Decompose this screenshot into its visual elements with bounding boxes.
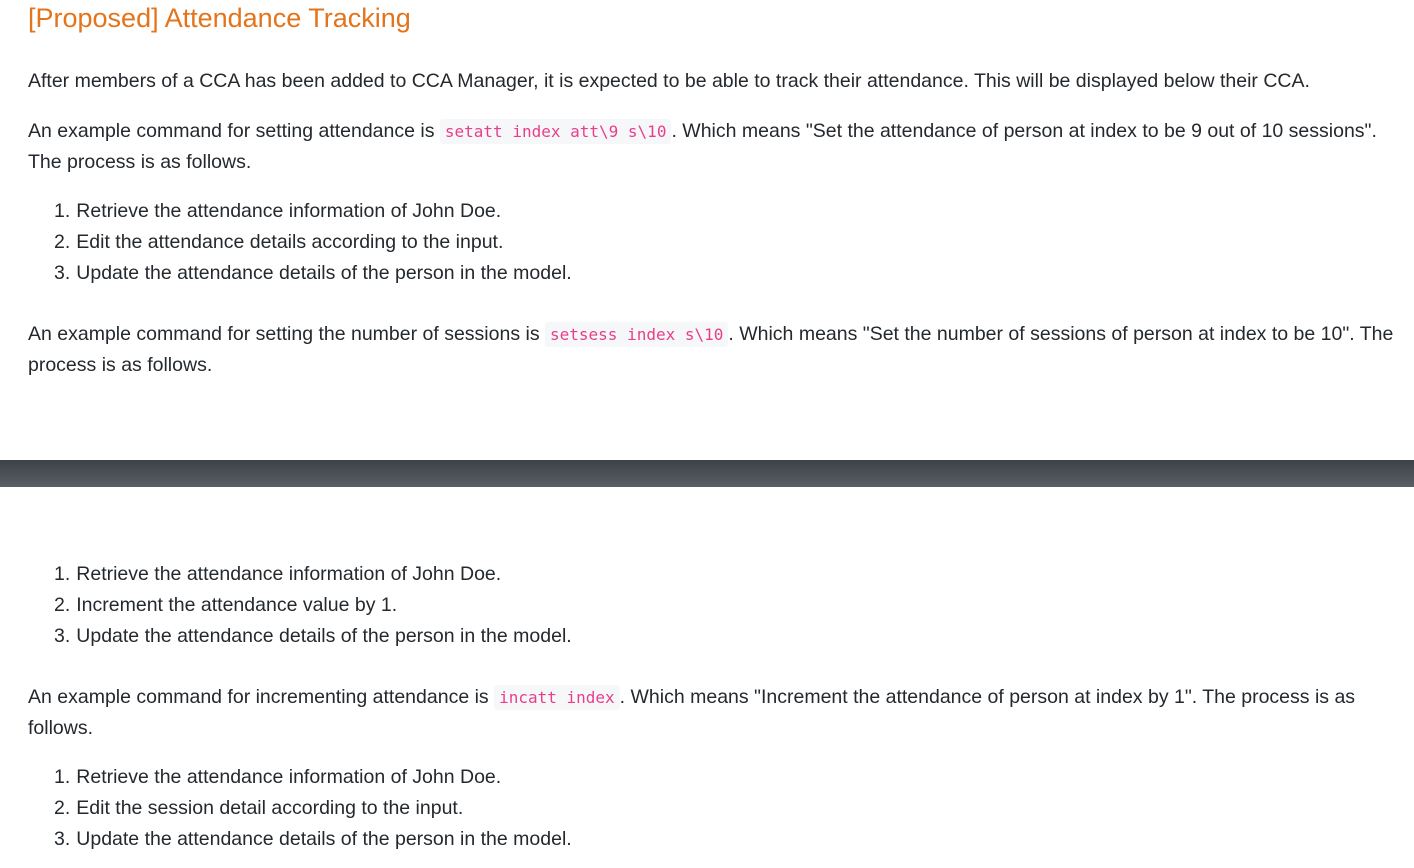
list-item [54, 196, 572, 227]
step-number: 2. [54, 594, 71, 616]
setatt-suffix: . Which means "Set the attendance of person at index to be 9 out of 10 sessions". The process is as follows. [28, 120, 1377, 173]
step-number: 3. [54, 828, 71, 850]
incatt-suffix: . Which means "Increment the attendance of person at index by 1". The process is as follows. [28, 686, 1356, 739]
step-number: 1. [54, 200, 71, 222]
step-text: Retrieve the attendance information of John Doe. [76, 766, 502, 788]
list-item [54, 621, 572, 652]
step-text: Update the attendance details of the person in the model. [76, 262, 572, 284]
setatt-command-code: setatt index att\9 s\10 [440, 119, 672, 144]
step-number: 3. [54, 625, 71, 647]
step-number: 2. [54, 231, 71, 253]
setatt-paragraph [28, 116, 1398, 177]
step-number: 1. [54, 563, 71, 585]
step-text: Retrieve the attendance information of John Doe. [76, 563, 502, 585]
setsess-prefix: An example command for setting the number of sessions is [28, 323, 545, 345]
list-item [54, 227, 572, 258]
step-number: 1. [54, 766, 71, 788]
step-text: Retrieve the attendance information of John Doe. [76, 200, 502, 222]
step-text: Edit the attendance details according to the input. [76, 231, 504, 253]
step-text: Update the attendance details of the person in the model. [76, 625, 572, 647]
page-title: [Proposed] Attendance Tracking [28, 3, 411, 33]
section-divider-bar [0, 460, 1414, 487]
setsess-command-code: setsess index s\10 [545, 322, 728, 347]
list-item [54, 258, 572, 289]
setsess-paragraph [28, 319, 1398, 380]
incatt-steps-list [54, 762, 572, 855]
step-text: Update the attendance details of the person in the model. [76, 828, 572, 850]
incatt-command-code: incatt index [494, 685, 620, 710]
list-item [54, 824, 572, 855]
step-number: 2. [54, 797, 71, 819]
step-number: 3. [54, 262, 71, 284]
intro-paragraph: After members of a CCA has been added to CCA Manager, it is expected to be able to track their attendance. This will be displayed below their CCA. [28, 70, 1310, 92]
list-item [54, 793, 572, 824]
step-text: Edit the session detail according to the input. [76, 797, 464, 819]
incatt-prefix: An example command for incrementing attendance is [28, 686, 495, 708]
list-item [54, 590, 572, 621]
setsess-suffix: . Which means "Set the number of sessions of person at index to be 10". The process is as follows. [28, 323, 1394, 376]
incatt-paragraph [28, 682, 1398, 743]
list-item [54, 559, 572, 590]
setatt-steps-list [54, 196, 572, 289]
setatt-prefix: An example command for setting attendance is [28, 120, 440, 142]
step-text: Increment the attendance value by 1. [76, 594, 398, 616]
middle-steps-list [54, 559, 572, 652]
list-item [54, 762, 572, 793]
